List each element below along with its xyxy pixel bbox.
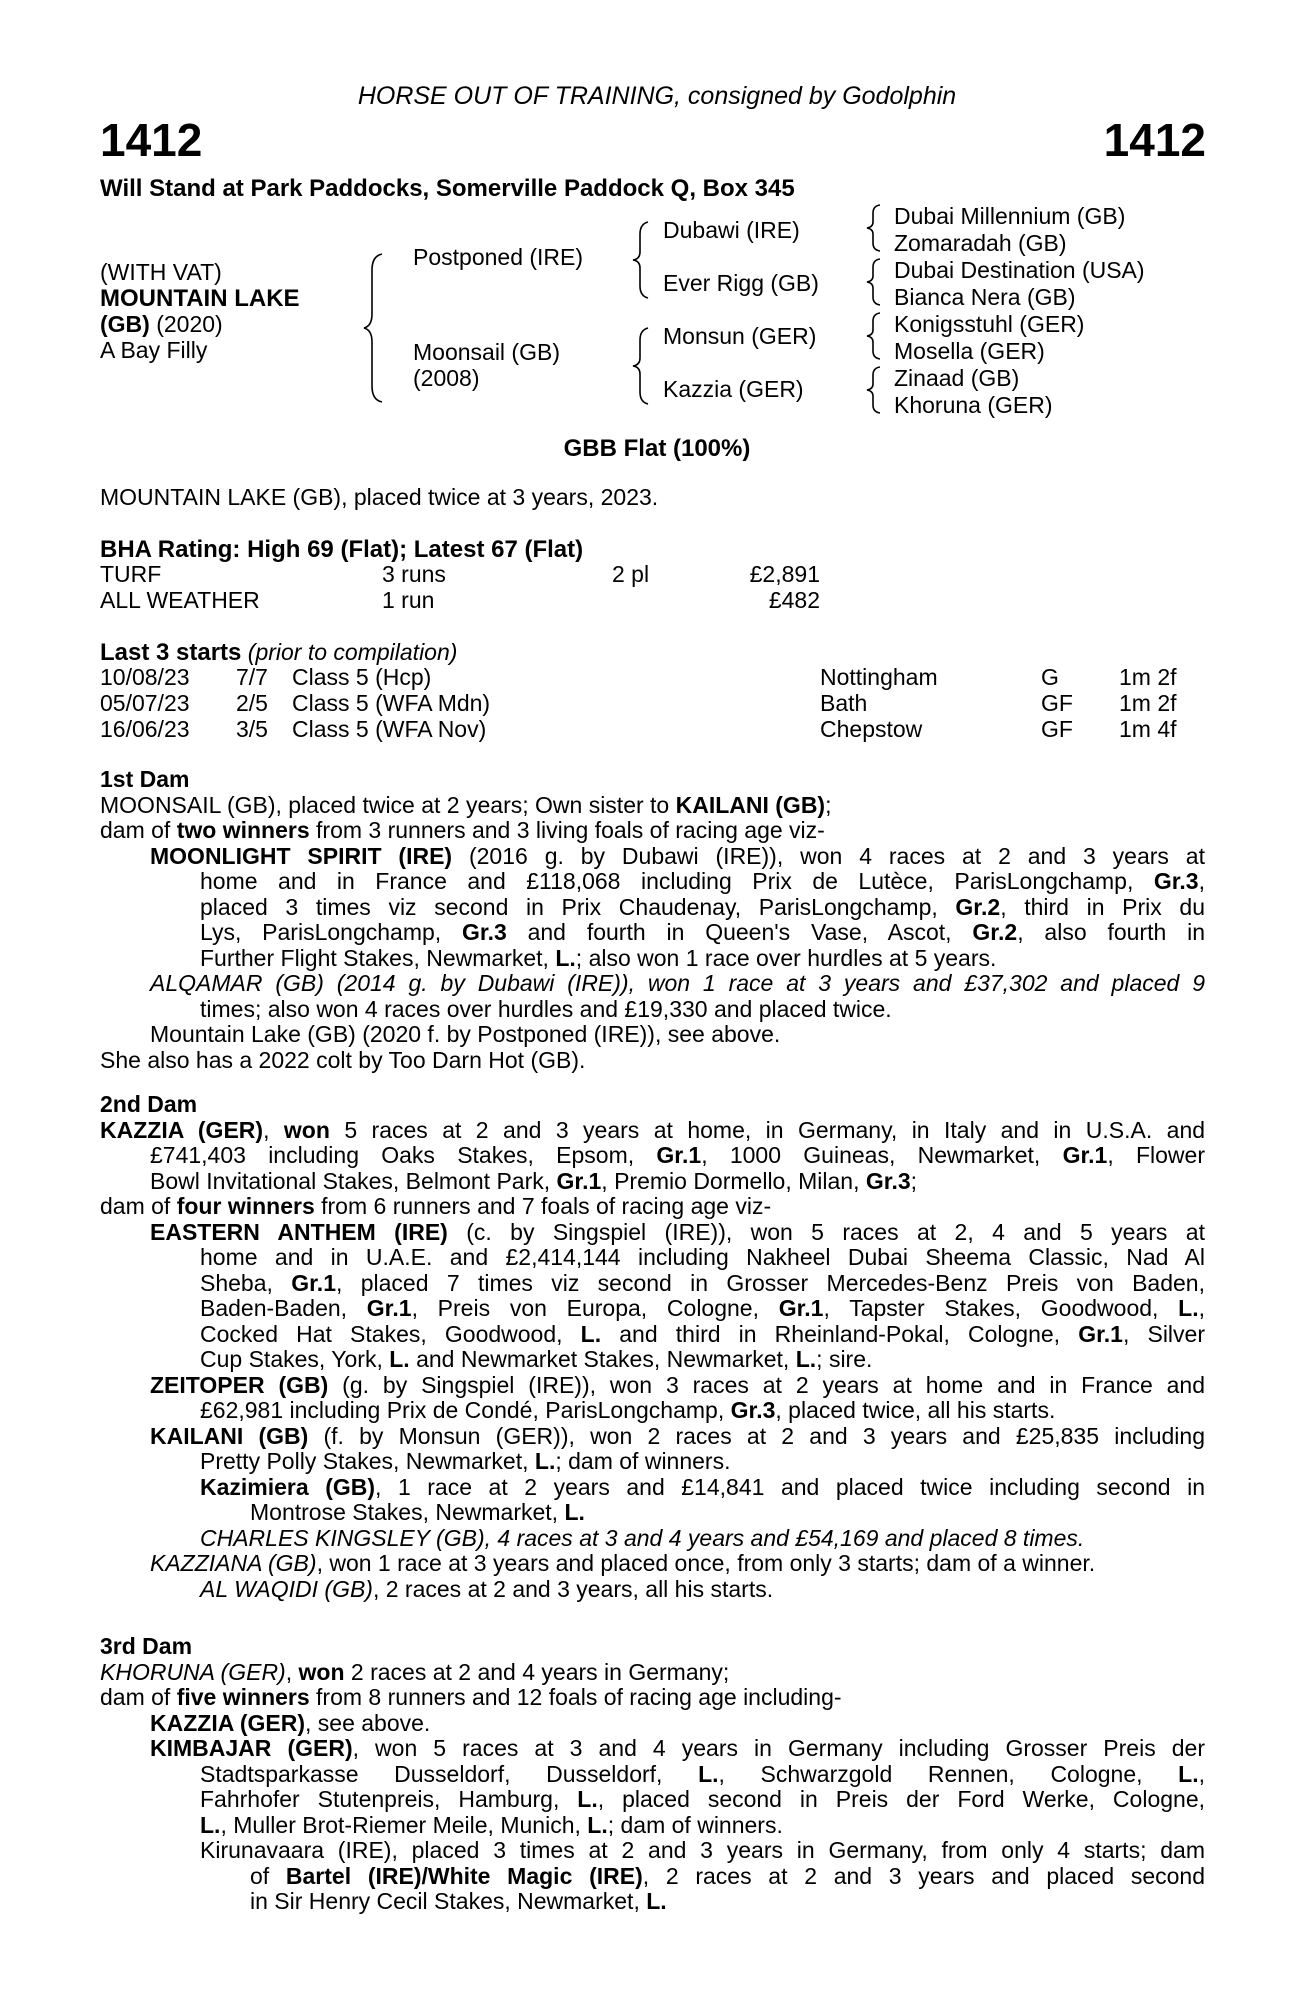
pedigree-dss: Konigsstuhl (GER) xyxy=(894,311,1085,337)
text: Cup Stakes, York, xyxy=(200,1346,390,1372)
progeny-line xyxy=(100,1347,1205,1373)
text: (c. by Singspiel (IRE)), won 5 races at 2, 4 and 5 years at xyxy=(447,1218,1205,1245)
grade: L. xyxy=(1178,1295,1199,1321)
start-position: 7/7 xyxy=(236,664,268,690)
start-race: Class 5 (Hcp) xyxy=(292,664,432,690)
text: , xyxy=(1198,1760,1205,1787)
text: (g. by Singspiel (IRE)), won 3 races at 2 years at home and in France and xyxy=(328,1371,1205,1398)
text: , 1 race at 2 years and £14,841 and placed twice including second in xyxy=(375,1473,1206,1500)
section-heading: 1st Dam xyxy=(100,766,190,792)
grade: L. xyxy=(1178,1760,1199,1787)
text: 5 races at 2 and 3 years at home, in Germany, in Italy and in U.S.A. and xyxy=(329,1116,1206,1143)
dam-line xyxy=(100,818,1205,844)
text: Fahrhofer Stutenpreis, Hamburg, xyxy=(200,1786,578,1812)
rating-money: £2,891 xyxy=(749,561,820,587)
text: , Muller Brot-Riemer Meile, Munich, xyxy=(220,1811,588,1838)
progeny-line xyxy=(100,1787,1205,1813)
progeny-line xyxy=(100,895,1205,921)
dam-note: She also has a 2022 colt by Too Darn Hot (GB). xyxy=(100,1046,586,1073)
progeny-line: ALQAMAR (GB) (2014 g. by Dubawi (IRE)), won 1 race at 3 years and £37,302 and placed 9 xyxy=(150,970,1205,996)
text: won xyxy=(298,1658,345,1685)
text: from 3 runners and 3 living foals of racing age viz- xyxy=(309,817,825,843)
progeny-line xyxy=(100,1475,1205,1501)
text: Bowl Invitational Stakes, Belmont Park, xyxy=(150,1167,557,1194)
start-date: 16/06/23 xyxy=(100,716,190,742)
winners-count: five winners xyxy=(176,1684,310,1710)
rating-runs: 3 runs xyxy=(382,561,446,587)
gbb-rating: GBB Flat (100%) xyxy=(563,435,751,462)
text: ; dam of winners. xyxy=(555,1448,731,1474)
rating-runs: 1 run xyxy=(382,587,435,613)
progeny-name: KAILANI (GB) xyxy=(150,1422,309,1449)
lot-number-left: 1412 xyxy=(100,114,203,166)
text: , Flower xyxy=(1107,1142,1205,1168)
pedigree-sire-dam: Ever Rigg (GB) xyxy=(663,270,819,296)
progeny-line: home and in U.A.E. and £2,414,144 including Nakheel Dubai Sheema Classic, Nad Al xyxy=(200,1244,1205,1270)
text: MOONSAIL (GB), placed twice at 2 years; Own sister to xyxy=(100,791,676,818)
text: , xyxy=(1198,868,1205,894)
progeny-line xyxy=(100,1398,1205,1424)
pedigree-brace-dd xyxy=(864,364,886,416)
start-date: 10/08/23 xyxy=(100,664,190,690)
dam-line xyxy=(100,793,1205,819)
text: , Silver xyxy=(1122,1320,1205,1347)
text: in Sir Henry Cecil Stakes, Newmarket, xyxy=(250,1888,647,1914)
grade: L. xyxy=(555,944,576,971)
pedigree-brace-main xyxy=(360,248,390,408)
text: , placed 7 times viz second in Grosser Mercedes-Benz Preis von Baden, xyxy=(336,1269,1205,1296)
section-heading: 2nd Dam xyxy=(100,1091,198,1117)
grade: Gr.1 xyxy=(656,1142,702,1168)
grade: L. xyxy=(795,1346,817,1372)
start-going: G xyxy=(1041,664,1059,690)
progeny-name: AL WAQIDI (GB) xyxy=(200,1575,373,1602)
grade: Gr.1 xyxy=(556,1167,602,1194)
text: and Newmarket Stakes, Newmarket, xyxy=(409,1346,796,1372)
progeny-name: Kazimiera (GB) xyxy=(200,1473,376,1500)
pedigree-dsd: Mosella (GER) xyxy=(894,338,1045,364)
progeny-name: KAZZIA (GER) xyxy=(150,1709,306,1736)
text: won xyxy=(283,1116,330,1143)
progeny-name: KAZZIANA (GB) xyxy=(150,1550,317,1576)
start-race: Class 5 (WFA Nov) xyxy=(292,716,487,742)
text: ; dam of winners. xyxy=(607,1811,783,1838)
progeny-line xyxy=(100,1271,1205,1297)
horse-country-year xyxy=(100,312,223,338)
grade: Gr.1 xyxy=(778,1295,824,1321)
text: £741,403 including Oaks Stakes, Epsom, xyxy=(150,1142,657,1168)
pedigree-brace-dam xyxy=(630,324,654,408)
rating-surface: TURF xyxy=(100,561,162,587)
text: , won 5 races at 3 and 4 years in Germany including Grosser Preis der xyxy=(352,1735,1205,1761)
text: , won 1 race at 3 years and placed once, from only 3 starts; dam of a winner. xyxy=(316,1550,1096,1576)
horse-description: A Bay Filly xyxy=(100,337,208,363)
text: , Preis von Europa, Cologne, xyxy=(411,1295,779,1321)
pedigree-sire-sire: Dubawi (IRE) xyxy=(663,217,800,243)
grade: Gr.3 xyxy=(730,1397,776,1423)
progeny-line xyxy=(100,1424,1205,1450)
text: placed 3 times viz second in Prix Chaudenay, ParisLongchamp, xyxy=(200,893,956,920)
text: , xyxy=(1198,1295,1205,1321)
progeny-line: CHARLES KINGSLEY (GB), 4 races at 3 and 4 years and £54,169 and placed 8 times. xyxy=(200,1524,1085,1551)
second-dam-section xyxy=(100,1092,1205,1602)
rating-money: £482 xyxy=(768,587,820,613)
progeny-line xyxy=(100,1220,1205,1246)
pedigree-sdd: Bianca Nera (GB) xyxy=(894,284,1076,310)
text: Lys, ParisLongchamp, xyxy=(200,919,462,945)
pedigree-dds: Zinaad (GB) xyxy=(894,365,1020,391)
progeny-line xyxy=(100,1296,1205,1322)
text: , placed second in Preis der Ford Werke, Cologne, xyxy=(597,1786,1205,1812)
text: ; xyxy=(910,1167,918,1194)
dam-line xyxy=(100,1660,1205,1686)
text: , placed twice, all his starts. xyxy=(775,1397,1056,1423)
pedigree-sire: Postponed (IRE) xyxy=(413,244,584,270)
start-going: GF xyxy=(1041,690,1073,716)
winners-count: four winners xyxy=(176,1193,315,1219)
grade: Gr.1 xyxy=(366,1295,412,1321)
horse-name: MOUNTAIN LAKE xyxy=(100,285,300,312)
dam-line xyxy=(100,1685,1205,1711)
grade: L. xyxy=(534,1448,556,1474)
text: ; xyxy=(825,791,832,818)
progeny-line xyxy=(100,869,1205,895)
progeny-line xyxy=(100,1889,1205,1915)
pedigree-brace-sd xyxy=(864,256,886,308)
text: from 8 runners and 12 foals of racing age including- xyxy=(309,1684,842,1710)
vat-note: (WITH VAT) xyxy=(100,259,222,285)
start-course: Chepstow xyxy=(820,716,923,742)
progeny-name: EASTERN ANTHEM (IRE) xyxy=(150,1218,448,1245)
rating-surface: ALL WEATHER xyxy=(100,587,260,613)
text: , 2 races at 2 and 3 years and placed second xyxy=(642,1862,1205,1889)
text: and fourth in Queen's Vase, Ascot, xyxy=(506,919,973,945)
text: , also fourth in xyxy=(1017,919,1205,945)
pedigree-brace-sire xyxy=(630,218,654,302)
text: and third in Rheinland-Pokal, Cologne, xyxy=(601,1320,1079,1347)
grade: Gr.3 xyxy=(865,1167,911,1194)
grade: L. xyxy=(577,1786,598,1812)
progeny-line xyxy=(100,1736,1205,1762)
pedigree-sss: Dubai Millennium (GB) xyxy=(894,203,1126,229)
last-starts-title-bold: Last 3 starts xyxy=(100,639,242,666)
start-course: Bath xyxy=(820,690,868,716)
text: home and in France and £118,068 including Prix de Lutèce, ParisLongchamp, xyxy=(200,868,1154,894)
rating-placed: 2 pl xyxy=(612,561,650,587)
pedigree-dam: Moonsail (GB) xyxy=(413,339,560,365)
text: ; also won 1 race over hurdles at 5 years. xyxy=(575,944,997,971)
text: (f. by Monsun (GER)), won 2 races at 2 and 3 years and £25,835 including xyxy=(308,1422,1205,1449)
stand-location: Will Stand at Park Paddocks, Somerville Paddock Q, Box 345 xyxy=(100,175,795,202)
progeny-line xyxy=(100,1373,1205,1399)
third-dam-section xyxy=(100,1634,1205,1915)
text: dam of xyxy=(100,817,177,843)
start-position: 3/5 xyxy=(236,716,268,742)
progeny-line xyxy=(100,946,1205,972)
text: dam of xyxy=(100,1193,177,1219)
progeny-line xyxy=(100,1322,1205,1348)
text: , Schwarzgold Rennen, Cologne, xyxy=(718,1760,1179,1787)
section-heading: 3rd Dam xyxy=(100,1633,193,1659)
progeny-name: MOONLIGHT SPIRIT (IRE) xyxy=(150,842,453,869)
start-distance: 1m 2f xyxy=(1119,664,1177,690)
text: , Premio Dormello, Milan, xyxy=(601,1167,866,1194)
progeny-line: Kirunavaara (IRE), placed 3 times at 2 and 3 years in Germany, from only 4 starts; dam xyxy=(200,1837,1205,1863)
lot-number-right: 1412 xyxy=(1103,114,1206,166)
pedigree-ddd: Khoruna (GER) xyxy=(894,392,1053,418)
grade: Gr.1 xyxy=(1078,1320,1123,1347)
start-position: 2/5 xyxy=(236,690,268,716)
start-race: Class 5 (WFA Mdn) xyxy=(292,690,491,716)
pedigree-dam-dam: Kazzia (GER) xyxy=(663,376,804,402)
progeny-line xyxy=(100,1577,1205,1603)
progeny-line xyxy=(100,1711,1205,1737)
progeny-line: Mountain Lake (GB) (2020 f. by Postponed (IRE)), see above. xyxy=(150,1021,781,1047)
pedigree-dam-year: (2008) xyxy=(413,365,480,391)
text: Montrose Stakes, Newmarket, xyxy=(250,1499,565,1525)
text: Stadtsparkasse Dusseldorf, Dusseldorf, xyxy=(200,1760,699,1787)
bha-rating-title: BHA Rating: High 69 (Flat); Latest 67 (Flat) xyxy=(100,536,584,563)
grade: Gr.2 xyxy=(955,893,1001,920)
grade: L. xyxy=(564,1499,585,1525)
start-going: GF xyxy=(1041,716,1073,742)
progeny-line xyxy=(100,1449,1205,1475)
last-starts-title xyxy=(100,640,457,666)
text: , 2 races at 2 and 3 years, all his starts. xyxy=(372,1575,774,1602)
grade: Gr.1 xyxy=(291,1269,336,1296)
race-summary: MOUNTAIN LAKE (GB), placed twice at 3 years, 2023. xyxy=(100,484,659,510)
progeny-line xyxy=(100,1813,1205,1839)
grade: L. xyxy=(200,1811,221,1838)
progeny-name: ZEITOPER (GB) xyxy=(150,1371,329,1398)
pedigree-brace-ss xyxy=(864,202,886,254)
text: Pretty Polly Stakes, Newmarket, xyxy=(200,1448,535,1474)
grade: L. xyxy=(580,1320,602,1347)
start-course: Nottingham xyxy=(820,664,938,690)
last-starts-title-note: (prior to compilation) xyxy=(241,639,458,665)
text: of xyxy=(250,1862,286,1889)
progeny-line xyxy=(100,920,1205,946)
text: Cocked Hat Stakes, Goodwood, xyxy=(200,1320,581,1347)
dam-line xyxy=(100,1118,1205,1144)
text: , xyxy=(263,1116,284,1143)
grade: L. xyxy=(646,1888,667,1914)
grade: L. xyxy=(587,1811,608,1838)
text: Further Flight Stakes, Newmarket, xyxy=(200,944,556,971)
text: , third in Prix du xyxy=(1000,893,1205,920)
grade: Gr.1 xyxy=(1062,1142,1108,1168)
grade: Gr.3 xyxy=(462,919,507,945)
catalogue-subtitle: HORSE OUT OF TRAINING, consigned by Godolphin xyxy=(357,82,957,110)
dam-line xyxy=(100,1143,1205,1169)
grade: L. xyxy=(698,1760,719,1787)
grade: L. xyxy=(389,1346,410,1372)
start-distance: 1m 2f xyxy=(1119,690,1177,716)
dam-name: KHORUNA (GER) xyxy=(100,1658,286,1685)
grade: Gr.2 xyxy=(972,919,1018,945)
progeny-name: Bartel (IRE)/White Magic (IRE) xyxy=(285,1862,643,1889)
winners-count: two winners xyxy=(176,817,310,843)
dam-line xyxy=(100,1169,1205,1195)
text: Sheba, xyxy=(200,1269,292,1296)
text: , Tapster Stakes, Goodwood, xyxy=(823,1295,1179,1321)
progeny-line xyxy=(100,1551,1205,1577)
text: , xyxy=(285,1658,299,1685)
horse-country: (GB) xyxy=(100,311,150,337)
pedigree-sds: Dubai Destination (USA) xyxy=(894,257,1145,283)
text: ; sire. xyxy=(816,1346,873,1372)
start-distance: 1m 4f xyxy=(1119,716,1177,742)
dam-name: KAZZIA (GER) xyxy=(100,1116,264,1143)
grade: Gr.3 xyxy=(1153,868,1199,894)
horse-year: (2020) xyxy=(149,311,223,337)
text: from 6 runners and 7 foals of racing age viz- xyxy=(314,1193,772,1219)
text: 2 races at 2 and 4 years in Germany; xyxy=(344,1658,730,1685)
pedigree-dam-sire: Monsun (GER) xyxy=(663,323,817,349)
text: Baden-Baden, xyxy=(200,1295,367,1321)
start-date: 05/07/23 xyxy=(100,690,190,716)
progeny-name: KIMBAJAR (GER) xyxy=(150,1735,353,1761)
text: dam of xyxy=(100,1684,177,1710)
progeny-line xyxy=(100,1864,1205,1890)
horse-ref: KAILANI (GB) xyxy=(675,791,826,818)
pedigree-brace-ds xyxy=(864,310,886,362)
progeny-line xyxy=(100,1762,1205,1788)
dam-line xyxy=(100,1194,1205,1220)
progeny-line: times; also won 4 races over hurdles and £19,330 and placed twice. xyxy=(200,995,892,1022)
progeny-line xyxy=(100,844,1205,870)
text: £62,981 including Prix de Condé, ParisLongchamp, xyxy=(200,1397,731,1423)
text: (2016 g. by Dubawi (IRE)), won 4 races at 2 and 3 years at xyxy=(452,842,1205,869)
progeny-line xyxy=(100,1500,1205,1526)
text: , 1000 Guineas, Newmarket, xyxy=(701,1142,1063,1168)
text: , see above. xyxy=(305,1709,431,1736)
pedigree-ssd: Zomaradah (GB) xyxy=(894,230,1067,256)
first-dam-section xyxy=(100,767,1205,1073)
